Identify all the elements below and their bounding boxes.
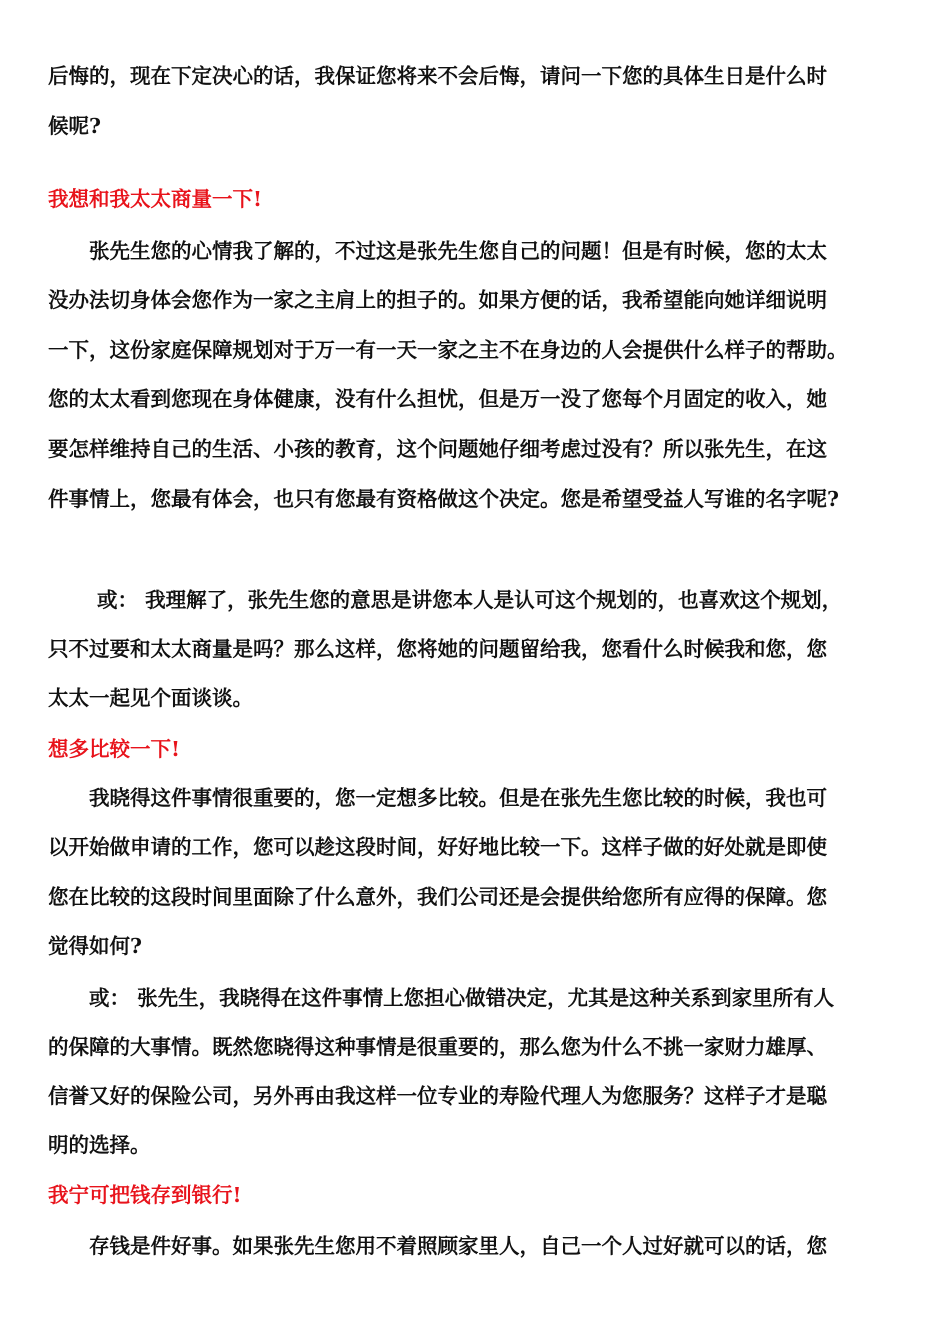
paragraph-line: 以开始做申请的工作，您可以趁这段时间，好好地比较一下。这样子做的好处就是即使	[48, 835, 827, 859]
paragraph-line: 要怎样维持自己的生活、小孩的教育，这个问题她仔细考虑过没有？所以张先生，在这	[48, 437, 827, 461]
paragraph-line: 或： 我理解了，张先生您的意思是讲您本人是认可这个规划的，也喜欢这个规划，	[97, 588, 843, 612]
section-heading: 我想和我太太商量一下!	[48, 187, 262, 211]
paragraph-line: 太太一起见个面谈谈。	[48, 686, 253, 710]
paragraph-line: 明的选择。	[48, 1133, 151, 1157]
paragraph-line: 一下，这份家庭保障规划对于万一有一天一家之主不在身边的人会提供什么样子的帮助。	[48, 338, 848, 362]
paragraph-line: 我晓得这件事情很重要的，您一定想多比较。但是在张先生您比较的时候，我也可	[89, 786, 827, 810]
paragraph-line: 信誉又好的保险公司，另外再由我这样一位专业的寿险代理人为您服务？这样子才是聪	[48, 1084, 827, 1108]
paragraph-line: 您的太太看到您现在身体健康，没有什么担忧，但是万一没了您每个月固定的收入，她	[48, 387, 827, 411]
paragraph-line: 觉得如何?	[48, 934, 143, 958]
paragraph-line: 的保障的大事情。既然您晓得这种事情是很重要的，那么您为什么不挑一家财力雄厚、	[48, 1035, 827, 1059]
paragraph-line: 存钱是件好事。如果张先生您用不着照顾家里人，自己一个人过好就可以的话，您	[89, 1234, 827, 1258]
paragraph-line: 只不过要和太太商量是吗？那么这样，您将她的问题留给我，您看什么时候我和您，您	[48, 637, 827, 661]
paragraph-line: 没办法切身体会您作为一家之主肩上的担子的。如果方便的话，我希望能向她详细说明	[48, 288, 827, 312]
paragraph-line: 件事情上，您最有体会，也只有您最有资格做这个决定。您是希望受益人写谁的名字呢?	[48, 487, 840, 511]
paragraph-line: 后悔的，现在下定决心的话，我保证您将来不会后悔，请问一下您的具体生日是什么时	[48, 64, 827, 88]
section-heading: 想多比较一下!	[48, 737, 180, 761]
paragraph-line: 候呢?	[48, 114, 102, 138]
paragraph-line: 张先生您的心情我了解的，不过这是张先生您自己的问题！但是有时候，您的太太	[89, 239, 827, 263]
paragraph-line: 您在比较的这段时间里面除了什么意外，我们公司还是会提供给您所有应得的保障。您	[48, 885, 827, 909]
paragraph-line: 或： 张先生，我晓得在这件事情上您担心做错决定，尤其是这种关系到家里所有人	[89, 986, 835, 1010]
section-heading: 我宁可把钱存到银行!	[48, 1183, 242, 1207]
